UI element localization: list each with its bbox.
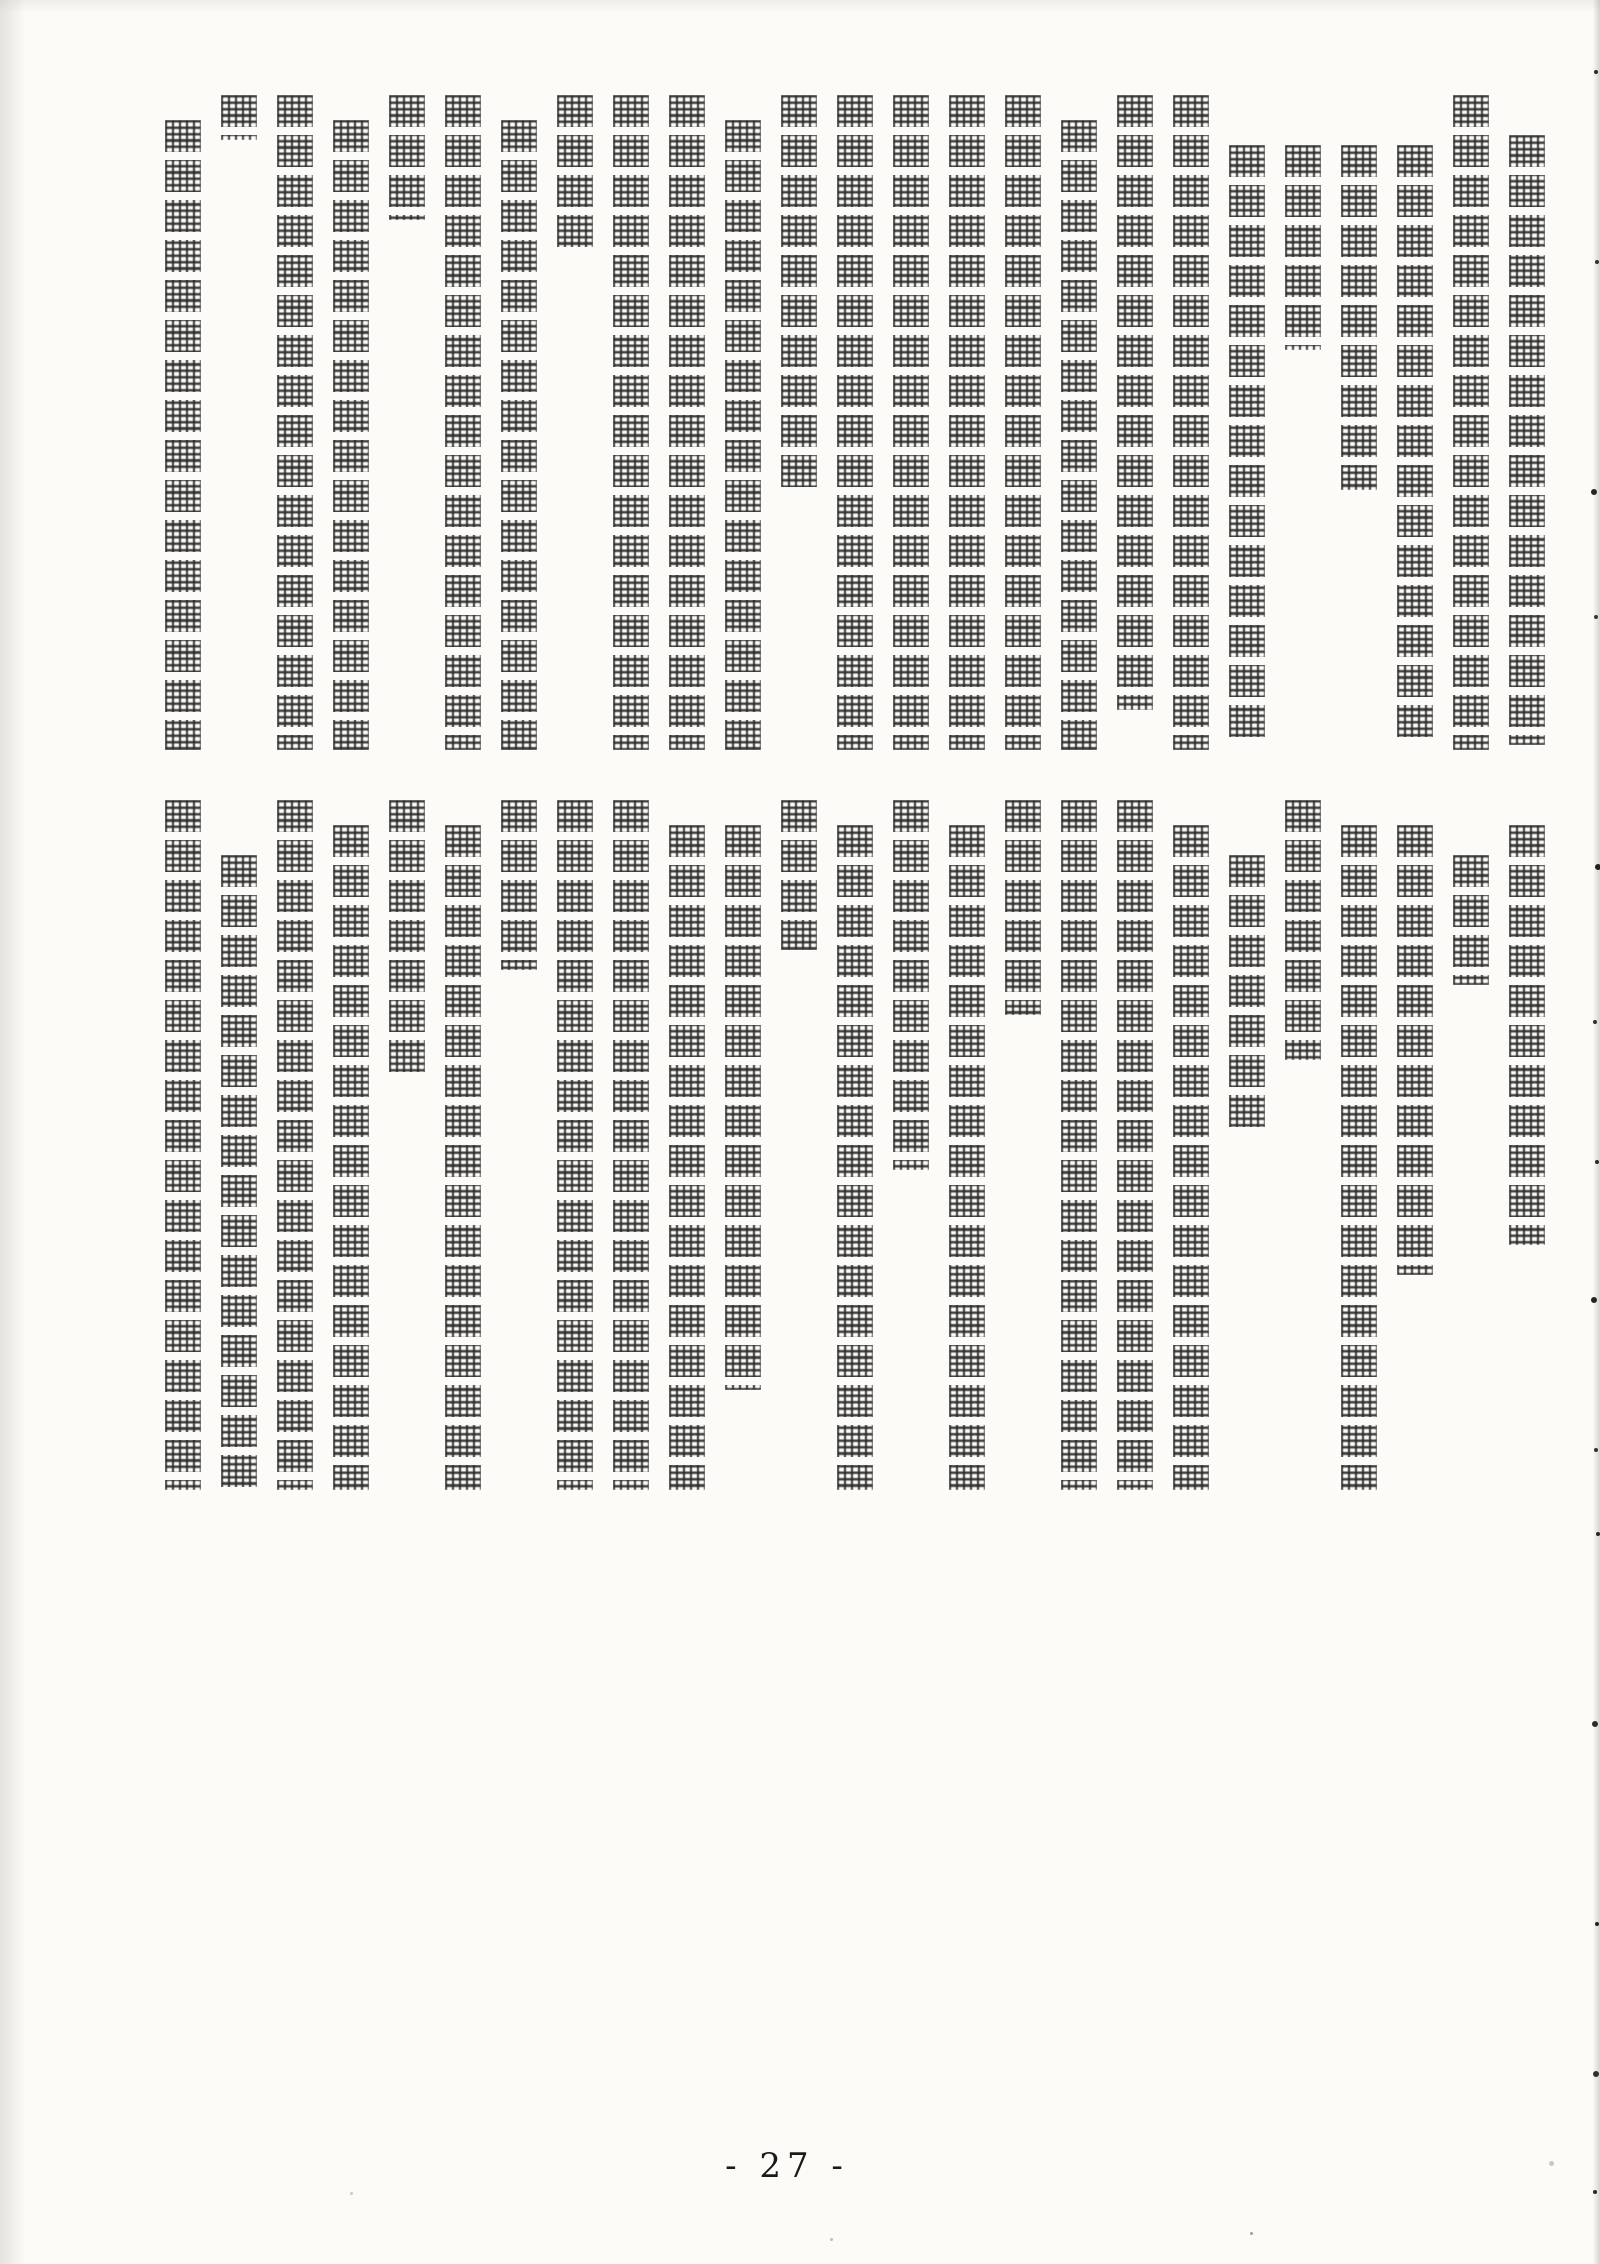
text-column-redacted bbox=[725, 825, 761, 1390]
text-column-redacted bbox=[613, 95, 649, 750]
text-column-redacted bbox=[501, 800, 537, 970]
text-column-redacted bbox=[893, 800, 929, 1170]
text-column-redacted bbox=[277, 95, 313, 750]
scan-stray-marks bbox=[1250, 2232, 1253, 2235]
text-column-redacted bbox=[1117, 95, 1153, 710]
text-column-redacted bbox=[837, 825, 873, 1490]
text-column-redacted bbox=[221, 855, 257, 1490]
text-column-redacted bbox=[949, 825, 985, 1490]
text-column-redacted bbox=[1117, 800, 1153, 1490]
text-column-redacted bbox=[1229, 855, 1265, 1135]
text-column-redacted bbox=[557, 800, 593, 1490]
text-column-redacted bbox=[501, 120, 537, 750]
text-column-redacted bbox=[1509, 135, 1545, 745]
scan-edge-shading-right bbox=[1592, 0, 1600, 2264]
text-column-redacted bbox=[333, 120, 369, 750]
text-column-redacted bbox=[1005, 95, 1041, 750]
text-column-redacted bbox=[1061, 800, 1097, 1490]
page-number: - 27 - bbox=[725, 2146, 849, 2186]
text-column-redacted bbox=[1173, 95, 1209, 750]
text-column-redacted bbox=[1453, 855, 1489, 985]
text-column-redacted bbox=[725, 120, 761, 750]
text-column-redacted bbox=[1509, 825, 1545, 1245]
text-column-redacted bbox=[781, 800, 817, 950]
scan-edge-shading-left bbox=[0, 0, 30, 2264]
text-column-redacted bbox=[445, 95, 481, 750]
text-column-redacted bbox=[669, 825, 705, 1490]
text-column-redacted bbox=[221, 95, 257, 140]
text-column-redacted bbox=[669, 95, 705, 750]
text-column-redacted bbox=[445, 825, 481, 1490]
text-column-redacted bbox=[1397, 825, 1433, 1275]
text-column-redacted bbox=[333, 825, 369, 1490]
text-column-redacted bbox=[781, 95, 817, 490]
text-column-redacted bbox=[1453, 95, 1489, 750]
text-column-redacted bbox=[1005, 800, 1041, 1015]
text-column-redacted bbox=[1061, 120, 1097, 750]
text-column-redacted bbox=[1285, 800, 1321, 1060]
lower-text-block bbox=[160, 800, 1545, 1495]
text-column-redacted bbox=[613, 800, 649, 1490]
text-column-redacted bbox=[1341, 145, 1377, 490]
text-column-redacted bbox=[389, 95, 425, 220]
text-column-redacted bbox=[165, 800, 201, 1490]
text-column-redacted bbox=[165, 120, 201, 750]
text-column-redacted bbox=[1341, 825, 1377, 1490]
text-column-redacted bbox=[837, 95, 873, 750]
text-column-redacted bbox=[389, 800, 425, 1080]
text-column-redacted bbox=[1173, 825, 1209, 1490]
text-column-redacted bbox=[557, 95, 593, 250]
upper-text-block bbox=[160, 95, 1545, 780]
text-column-redacted bbox=[1397, 145, 1433, 745]
text-column-redacted bbox=[277, 800, 313, 1490]
text-column-redacted bbox=[1285, 145, 1321, 350]
text-column-redacted bbox=[893, 95, 929, 750]
scan-edge-shading-top bbox=[0, 0, 1600, 14]
text-column-redacted bbox=[1229, 145, 1265, 745]
scan-speckles bbox=[1594, 70, 1598, 74]
text-column-redacted bbox=[949, 95, 985, 750]
